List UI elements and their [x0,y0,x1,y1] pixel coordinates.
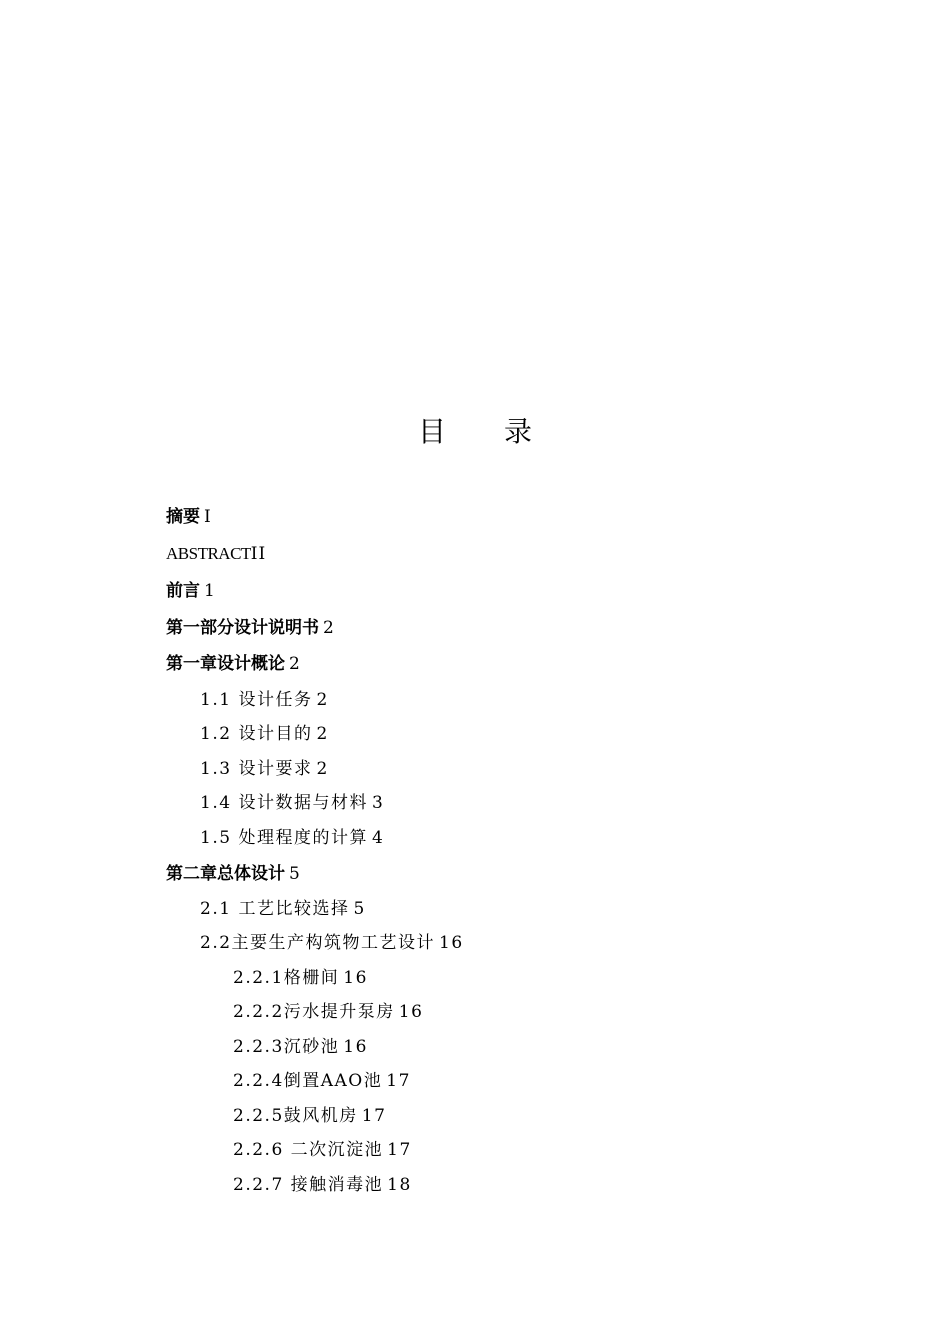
toc-entry-page: 16 [398,1002,424,1022]
toc-entry-page: 18 [387,1175,412,1195]
toc-entry-title: 1.2 设计目的 [200,724,313,744]
toc-entry-title: 2.2主要生产构筑物工艺设计 [200,933,436,953]
toc-entry-page: 5 [289,864,301,884]
toc-entry-1-4[interactable] [200,790,384,816]
toc-entry-title: ABSTRACT [166,544,251,563]
toc-entry-chapter-2[interactable] [166,861,301,887]
toc-entry-page: 16 [343,968,368,988]
toc-entry-page: 16 [343,1037,368,1057]
toc-entry-page: 17 [386,1071,411,1091]
toc-entry-preface[interactable] [166,578,216,604]
toc-entry-1-3[interactable] [200,756,329,782]
toc-entry-page: 4 [371,828,385,848]
toc-entry-chapter-1[interactable] [166,651,301,677]
toc-entry-page: 2 [289,654,301,674]
toc-entry-2-2-7[interactable] [233,1172,412,1198]
toc-entry-1-1[interactable] [200,687,329,713]
toc-entry-title: 2.2.7 接触消毒池 [233,1175,384,1195]
toc-entry-page: I [204,507,212,527]
toc-entry-page: 17 [361,1106,387,1126]
toc-entry-title: 1.1 设计任务 [200,690,313,710]
toc-entry-title: 第二章总体设计 [166,864,285,884]
toc-entry-page: 5 [353,899,366,919]
toc-entry-2-2-6[interactable] [233,1137,412,1163]
toc-entry-1-2[interactable] [200,721,329,747]
toc-entry-2-2-3[interactable] [233,1034,368,1060]
toc-entry-title: 2.2.2污水提升泵房 [233,1002,395,1022]
toc-entry-page: 2 [323,618,335,638]
toc-entry-page: 17 [387,1140,412,1160]
toc-title-char-2: 录 [504,415,533,448]
toc-entry-2-2-2[interactable] [233,999,423,1025]
toc-entry-title: 第一章设计概论 [166,654,285,674]
toc-entry-page: 2 [316,690,329,710]
toc-entry-title: 1.5 处理程度的计算 [200,828,368,848]
toc-entry-title: 1.4 设计数据与材料 [200,793,368,813]
toc-entry-2-2-4[interactable] [233,1068,411,1094]
toc-entry-title: 2.1 工艺比较选择 [200,899,350,919]
toc-entry-part-1[interactable] [166,615,335,641]
toc-entry-abstract-cn[interactable] [166,504,212,530]
toc-entry-page: 3 [371,793,385,813]
toc-entry-page: 2 [316,759,329,779]
toc-entry-2-2[interactable] [200,930,464,956]
toc-title-char-1: 目 [417,415,446,448]
toc-entry-page: 2 [316,724,329,744]
toc-entry-title: 2.2.5鼓风机房 [233,1106,358,1126]
toc-entry-title: 2.2.1格栅间 [233,968,340,988]
toc-entry-2-2-1[interactable] [233,965,368,991]
toc-entry-page: 1 [204,581,216,601]
toc-entry-title: 2.2.3沉砂池 [233,1037,340,1057]
toc-entry-2-1[interactable] [200,896,366,922]
toc-entry-page: II [250,544,267,564]
toc-title [0,410,950,450]
toc-entry-title: 前言 [166,581,200,601]
toc-entry-title: 1.3 设计要求 [200,759,313,779]
toc-entry-title: 第一部分设计说明书 [166,618,319,638]
toc-entry-title: 摘要 [166,507,200,527]
toc-entry-title: 2.2.4倒置AAO池 [233,1071,383,1091]
toc-entry-page: 16 [439,933,464,953]
toc-entry-title: 2.2.6 二次沉淀池 [233,1140,384,1160]
toc-entry-1-5[interactable] [200,825,384,851]
toc-entry-2-2-5[interactable] [233,1103,386,1129]
toc-entry-abstract-en[interactable] [166,541,266,567]
